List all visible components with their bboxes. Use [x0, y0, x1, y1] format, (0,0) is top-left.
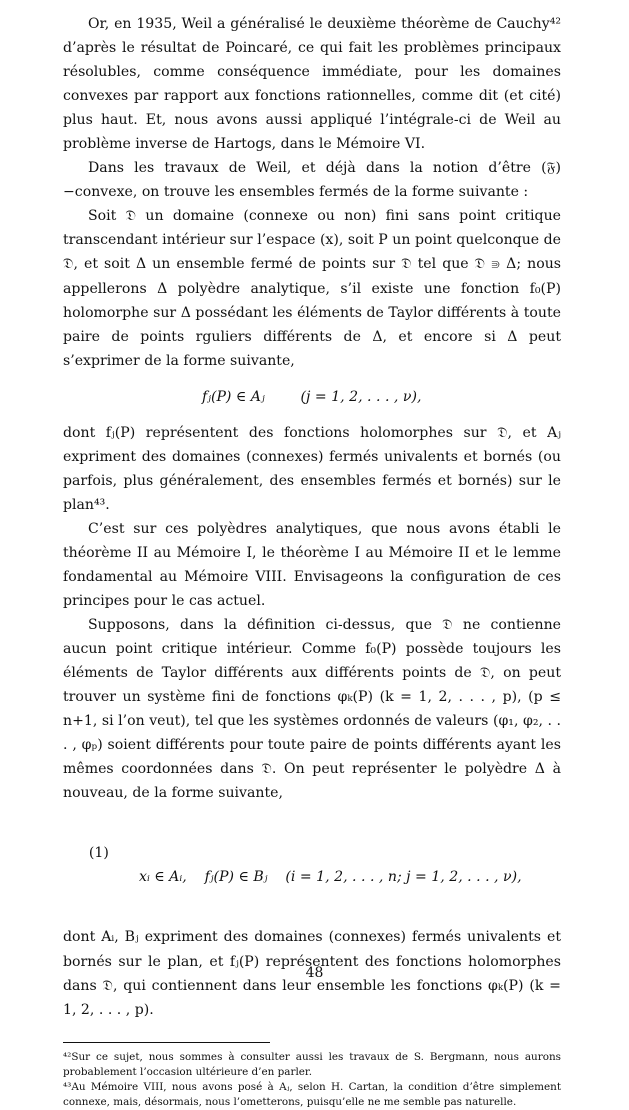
- page-number: 48: [305, 965, 324, 981]
- paragraph-suppose: Supposons, dans la définition ci-dessus, que 𝔇 ne contienne aucun point critique intérieur. Comme f₀(P) possède toujours les éléments de Taylor différents aux différents points de 𝔇, on peut trouver un système fini de fonctions φₖ(P) (k = 1, 2, . . . , p), (p ≤ n+1, si l’on veut), tel que les systèmes ordonnés de valeurs (φ₁, φ₂, . . . , φₚ) soient différents pour toute paire de points différents ayant les mêmes coordonnées dans 𝔇. On peut représenter le polyèdre Δ à nouveau, de la forme suivante,: [63, 617, 561, 802]
- paragraph-weil-cauchy: Or, en 1935, Weil a généralisé le deuxième théorème de Cauchy⁴² d’après le résultat de Poincaré, ce qui fait les problèmes principaux résolubles, comme conséquence immédiate, pour les domaines convexes par rapport aux fonctions rationnelles, comme dit (et cité) plus haut. Et, nous avons aussi appliqué l’intégrale-ci de Weil au problème inverse de Hartogs, dans le Mémoire VI.: [63, 16, 561, 153]
- paragraph-definition: Soit 𝔇 un domaine (connexe ou non) fini sans point critique transcendant intérieur sur l’espace (x), soit P un point quelconque de 𝔇, et soit Δ un ensemble fermé de points sur 𝔇 tel que 𝔇 ⋑ Δ; nous appellerons Δ polyèdre analytique, s’il existe une fonction f₀(P) holomorphe sur Δ possédant les éléments de Taylor différents à toute paire de points rguliers différents de Δ, et encore si Δ peut s’exprimer de la forme suivante,: [63, 208, 561, 369]
- equation-1: [63, 817, 561, 913]
- paragraph-weil-works: Dans les travaux de Weil, et déjà dans la notion d’être (𝔉)−convexe, on trouve les ensembles fermés de la forme suivante :: [63, 160, 561, 201]
- page-body: [63, 12, 561, 1110]
- equation-number: (1): [88, 845, 109, 862]
- paragraph-analytic-polyhedra: C’est sur ces polyèdres analytiques, que nous avons établi le théorème II au Mémoire I, le théorème I au Mémoire II et le lemme fondamental au Mémoire VIII. Envisageons la configuration de ces principes pour le cas actuel.: [63, 520, 561, 610]
- paragraph-holomorphic-functions: dont fⱼ(P) représentent des fonctions holomorphes sur 𝔇, et Aⱼ expriment des domaines (connexes) fermés univalents et bornés (ou parfois, plus généralement, des ensembles fermés et bornés) sur le plan⁴³.: [63, 424, 561, 513]
- footnote-42: ⁴²Sur ce sujet, nous sommes à consulter aussi les travaux de S. Bergmann, nous aurons probablement l’occasion ultérieure d’en parler.: [63, 1050, 561, 1078]
- footnote-43: ⁴³Au Mémoire VIII, nous avons posé à Aⱼ, selon H. Cartan, la condition d’être simplement connexe, mais, désormais, nous l’ometterons, puisqu’elle ne me semble pas naturelle.: [63, 1081, 561, 1109]
- equation-1-body: xᵢ ∈ Aᵢ, fⱼ(P) ∈ Bⱼ (i = 1, 2, . . . , n; j = 1, 2, . . . , ν),: [139, 869, 522, 886]
- footnote-rule: [63, 1042, 270, 1043]
- paragraph-bounded-domains: dont Aᵢ, Bⱼ expriment des domaines (connexes) fermés univalents et bornés sur le plan, et fⱼ(P) représentent des fonctions holomorphes dans 𝔇, qui contiennent dans leur ensemble les fonctions φₖ(P) (k = 1, 2, . . . , p).: [63, 929, 561, 1018]
- equation-polyhedron: fⱼ(P) ∈ Aⱼ (j = 1, 2, . . . , ν),: [202, 388, 422, 405]
